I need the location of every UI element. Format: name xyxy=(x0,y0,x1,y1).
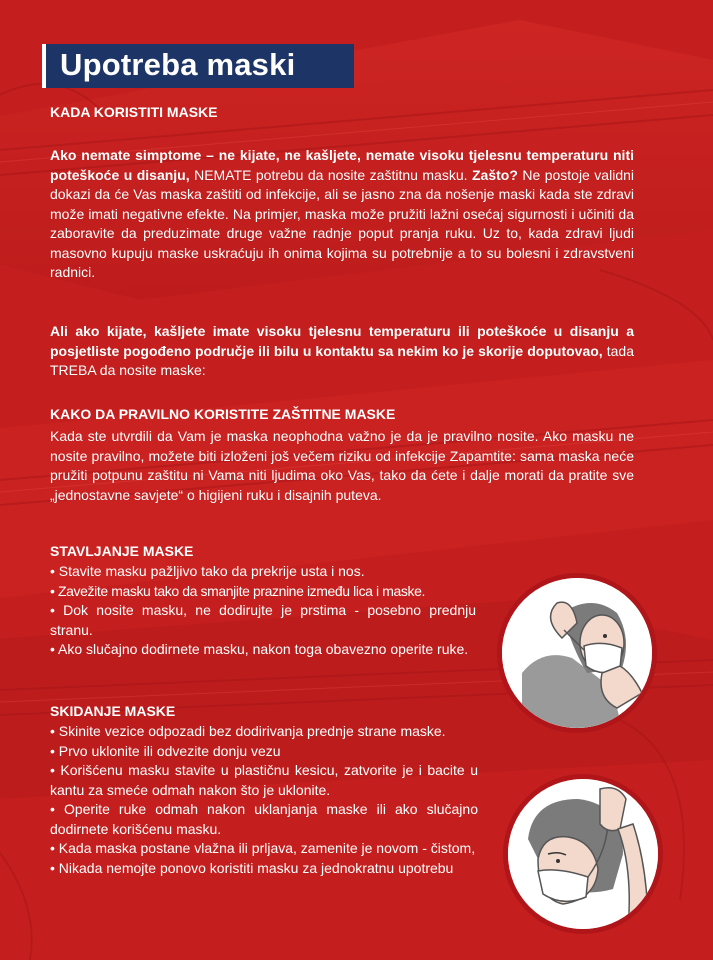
list-item: • Kada maska postane vlažna ili prljava, zamenite je novom - čistom, xyxy=(50,840,476,856)
list-item: • Korišćenu masku stavite u plastičnu kesicu, zatvorite je i bacite u kantu za smeće odmah nakon što je uklonite. xyxy=(50,762,478,798)
person-removing-mask-illustration xyxy=(503,774,663,934)
page-title: Upotreba maski xyxy=(60,47,296,82)
paragraph-why-text: Ne postoje validni dokazi da će Vas maska zaštiti od infekcije, ali se jasno zna da nošenje maski kada ste zdravi može imati negativne efekte. Na primjer, maska može pružiti lažni osećaj sigurnosti i učiniti da zaboravite da preduzimate druge važne radnje poput pranja ruku. Uz to, kada zdravi ljudi masovno kupuju maske uskraćuju ih onima kojima su potrebnije a to su bolesni i zdravstveni radnici. xyxy=(50,166,635,280)
list-item: • Stavite masku pažljivo tako da prekrije usta i nos. xyxy=(50,563,365,579)
paragraph-when-bold: Ako nemate simptome – ne kijate, ne kašljete, nemate visoku tjelesnu temperaturu niti poteškoće u disanju, xyxy=(50,147,634,183)
list-item: • Skinite vezice odpozadi bez dodirivanja prednje strane maske. xyxy=(50,723,446,739)
paragraph-when-no-symptoms xyxy=(50,146,634,283)
paragraph-when-symptoms xyxy=(50,322,634,381)
paragraph-symptoms-bold: Ali ako kijate, kašljete imate visoku tjelesnu temperaturu ili poteškoće u disanju a posjetliste pogođeno područje ili bilu u kontaktu sa nekim ko je skorije doputovao, xyxy=(50,323,634,359)
heading-how: KAKO DA PRAVILNO KORISTITE ZAŠTITNE MASKE xyxy=(50,406,396,422)
list-item: • Ako slučajno dodirnete masku, nakon toga obavezno operite ruke. xyxy=(50,641,469,657)
title-banner xyxy=(42,44,354,88)
heading-removing: SKIDANJE MASKE xyxy=(50,703,176,719)
list-item: • Prvo uklonite ili odvezite donju vezu xyxy=(50,742,281,759)
list-item: • Zavežite masku tako da smanjite praznine između lica i maske. xyxy=(50,582,425,599)
list-item: • Operite ruke odmah nakon uklanjanja maske ili ako slučajno dodirnete korišćenu masku. xyxy=(50,801,478,837)
heading-when: KADA KORISTITI MASKE xyxy=(50,104,218,120)
list-putting-on xyxy=(50,562,476,660)
paragraph-when-rest: NEMATE potrebu da nosite zaštitnu masku. xyxy=(189,166,468,183)
removing-mask-icon xyxy=(508,779,658,929)
list-removing xyxy=(50,722,478,878)
paragraph-symptoms-rest: tada TREBA da nosite maske: xyxy=(50,342,635,378)
paragraph-why-label: Zašto? xyxy=(471,166,518,183)
person-putting-on-mask-illustration xyxy=(497,573,657,733)
paragraph-how: Kada ste utvrdili da Vam je maska neophodna važno je da je pravilno nosite. Ako masku ne nosite pravilno, možete biti izloženi još večem riziku od infekcije Zapamtite: sama maska neće pružiti potpunu zaštitu ni Vama niti ljudima oko Vas, tako da ćete i dalje morati da pratite sve „jednostavne savjete“ o higijeni ruku i disajnih puteva. xyxy=(50,428,634,503)
list-item: • Dok nosite masku, ne dodirujte je prstima - posebno prednju stranu. xyxy=(50,602,476,638)
list-item: • Nikada nemojte ponovo koristiti masku za jednokratnu upotrebu xyxy=(50,859,454,876)
heading-putting-on: STAVLJANJE MASKE xyxy=(50,543,194,559)
putting-on-mask-icon xyxy=(502,578,652,728)
